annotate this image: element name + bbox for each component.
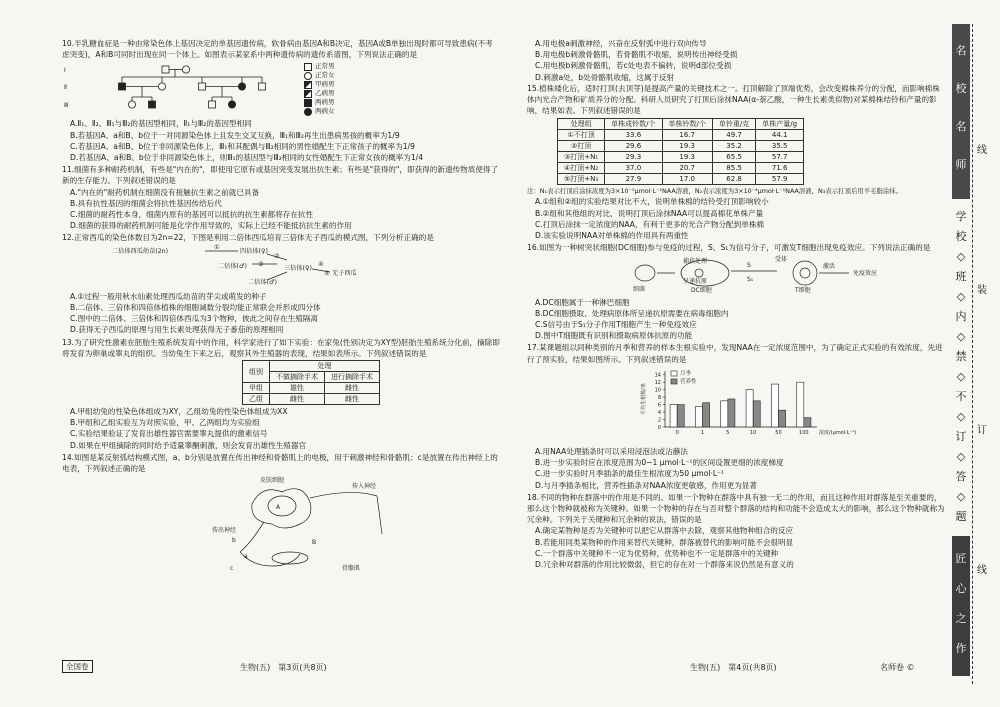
question-10-stem: 10.半乳糖血症是一种由常染色体上基因决定的单基因遗传病，软骨病由基因A和B决定，基因A或B单独出现时都可导致患病(不考虑突变)，A和B可同时出现在同一个体上。如图表示某家系中两种遗传病的遗传系谱图，下列说法正确的是 (62, 39, 493, 60)
left-page-footer: 生物(五) 第3页(共8页) (240, 663, 327, 672)
svg-text:Ⅱ: Ⅱ (64, 84, 67, 92)
right-column (527, 38, 945, 571)
legend-item: 正常男 (304, 62, 335, 71)
pedigree-legend (304, 62, 335, 116)
diagram-label: S₁ (747, 276, 754, 284)
question-11 (62, 164, 500, 231)
sidebar-char: 订 (955, 430, 967, 443)
sidebar-char: 答 (955, 470, 967, 483)
option: B.若能用同类某物种的作用来替代关键种，群落被替代的影响可能不会很明显 (535, 537, 794, 547)
cut-char: 订 (977, 425, 987, 436)
y-tick-label: 6 (657, 402, 661, 409)
svg-text:Ⅰ: Ⅰ (64, 67, 66, 75)
sidebar-char: 之 (955, 612, 967, 625)
bar (702, 403, 709, 427)
legend-item: 甲病男 (304, 80, 335, 89)
question-16-stem: 16.如图为一种树突状细胞(DC细胞)参与免疫的过程，S、S₁为信号分子，可激发T细胞出现免疫效应。下列说法正确的是 (527, 243, 931, 253)
table-row: ③打顶+N₁ 29.3 19.3 65.5 57.7 (558, 152, 804, 163)
binding-sidebar (948, 24, 988, 684)
diagram-label: 受体 (775, 256, 788, 264)
diagram-label: 二倍体西瓜幼苗(2n) (112, 247, 168, 255)
question-15-stem: 15.植株矮化后，适时打顶(去顶芽)是提高产量的关键技术之一。打顶解除了顶端优势，会改变棉株养分的分配，而影响棉株体内光合产物和矿质养分的分配。科研人员研究了打顶后涂抹NAA(α-萘乙酸，一种生长素类似物)对某棉株结铃和产量的影响，结果如表。下列叙述错误的是 (527, 83, 940, 116)
sidebar-char: ◇ (956, 370, 966, 383)
bar (721, 401, 728, 427)
legend-item: 正常女 (304, 71, 335, 80)
legend-item: 两病女 (304, 107, 335, 116)
option: A.DC细胞属于一种淋巴细胞 (535, 297, 630, 307)
option: D.细菌的获得的耐药机制可能是化学作用导致的，实际上已经不能抵抗抗生素的作用 (70, 221, 352, 231)
pedigree-diagram (62, 63, 292, 115)
question-17-stem: 17.某课题组以同种类别的月季和营养的样本生根实验中，发现NAA在一定浓度范围中，为了确定正式实验的有效浓度，先进行了预实验，结果如图所示。下列叙述错误的是 (527, 343, 943, 364)
option: C.实验结果验证了发育出雄性器官需要睾丸提供的激素信号 (70, 429, 268, 439)
option: C.S信号由于S₁分子作用T细胞产生一种免疫效应 (535, 320, 697, 330)
option: C.细菌的耐药性本身，细菌内原有的基因可以抵抗的抗生素都将存在抗性 (70, 210, 314, 220)
option: B.进一步实验时应在浓度范围为0~1 μmol·L⁻¹的区间设置更细的浓度梯度 (535, 458, 784, 468)
brand-mark: 名师卷 © (880, 663, 915, 672)
option: D.该实验说明NAA对单株棉的作用具有两重性 (535, 231, 689, 241)
sidebar-char: 作 (955, 642, 967, 655)
sidebar-char: 校 (955, 230, 967, 243)
rooting-bar-chart (637, 365, 857, 443)
sidebar-char: 心 (955, 582, 967, 595)
both-disease-male-icon (304, 99, 312, 107)
sidebar-char: 名 (955, 120, 967, 133)
dc-cell-diagram (627, 253, 887, 293)
diagram-label: DC细胞 (691, 287, 712, 294)
table-col-header: 不做摘除手术 (270, 372, 325, 383)
option: C.用电极b刺激骨骼肌，若c处电表不偏转，说明d部位受损 (535, 61, 732, 71)
option: B.具有抗性基因的细菌会将抗性基因传给后代 (70, 198, 222, 208)
cut-line (972, 24, 973, 684)
question-11-stem: 11.细菌有多种耐药机制，有些是"内在的"，即使用它原有或基因突变发展出抗生素；有些是"获得的"，即获得的新遗传物质使得了新的生存能力。下列叙述错误的是 (62, 165, 499, 186)
table-row: ②打顶 29.6 19.3 35.2 35.5 (558, 141, 804, 152)
question-13 (62, 337, 500, 451)
sidebar-char: 内 (955, 310, 967, 323)
bar (753, 401, 760, 427)
sidebar-char: 班 (955, 270, 967, 283)
option: C.图中的二倍体、三倍体和四倍体西瓜为3个物种，彼此之间存在生殖隔离 (70, 314, 318, 324)
normal-female-icon (304, 72, 312, 80)
bar (797, 382, 804, 427)
sidebar-char: 师 (955, 158, 967, 171)
diagram-label: 免疫效应 (853, 270, 878, 278)
bar (746, 390, 753, 427)
option: B.甲组和乙组实验互为对照实验，甲、乙两组均为实验组 (70, 418, 260, 428)
watermelon-breeding-diagram (62, 244, 362, 288)
option: A.①组和②组的实验结果对比不大，说明单株棉的结铃受打顶影响较小 (535, 197, 769, 207)
question-13-stem: 13.为了研究性激素在胚胎生殖系统发育中的作用，科学家进行了如下实验：在家兔(性别决定为XY型)胚胎生殖系统分化前，摘除即将发育为卵巢或睾丸的组织。当幼兔生下来之后，观察其外生殖器的表现，结果如表所示。下列叙述错误的是 (62, 337, 500, 358)
option: D.获得无子西瓜的原理与用生长素处理获得无子番茄的原理相同 (70, 325, 284, 335)
diagram-label: 呈递抗原 (683, 278, 708, 286)
bar (778, 410, 785, 427)
sidebar-char: 匠 (955, 552, 967, 565)
left-column (62, 38, 500, 578)
y-tick-label: 4 (657, 409, 661, 416)
table-row: 乙组 雌性 雌性 (243, 394, 380, 405)
question-15 (527, 83, 945, 241)
x-tick-label: 1 (700, 429, 705, 436)
sidebar-char: 校 (955, 82, 967, 95)
disease-a-male-icon (304, 81, 312, 89)
y-tick-label: 14 (654, 372, 661, 379)
legend-item: 乙病男 (304, 89, 335, 98)
question-18 (527, 492, 945, 570)
q13-table (242, 360, 380, 405)
x-tick-label: 50 (775, 429, 782, 436)
bar (695, 406, 702, 427)
bar (804, 418, 811, 427)
table-row: ⑤打顶+N₃ 27.9 17.0 62.8 57.9 (558, 174, 804, 185)
diagram-label: 无子西瓜 (332, 269, 357, 277)
option: D.若基因A、a和B、b位于非同源染色体上，则Ⅲ₁的基因型与Ⅲ₂相同的女性婚配生下正常女孩的概率为1/4 (70, 153, 424, 163)
svg-text:Ⅲ: Ⅲ (64, 102, 69, 110)
option: B.若基因A、a和B、b位于一对同源染色体上且发生交叉互换，Ⅲ₁和Ⅲ₂再生出患病男孩的概率为1/9 (70, 130, 400, 140)
y-tick-label: 8 (657, 394, 661, 401)
table-header-row: 处理组 单株成铃数/个 单株铃数/个 单铃重/克 单株产量/g (558, 119, 804, 130)
option: C.打顶后涂抹一定浓度的NAA，有利于更多的光合产物分配到单株棉 (535, 219, 765, 229)
table-corner: 组别 (243, 361, 270, 383)
option: B.②组和其他组的对比，说明打顶后涂抹NAA可以提高棉花单株产量 (535, 208, 764, 218)
sidebar-char: 不 (955, 390, 967, 403)
question-14-stem: 14.如图是某反射弧结构模式图，a、b分别是放置在传出神经和骨骼肌上的电极，用于刺激神经和骨骼肌；c是放置在传出神经上的电表，下列叙述正确的是 (62, 452, 498, 474)
sidebar-char: 题 (955, 510, 967, 523)
table-head: 处理 (270, 361, 380, 372)
diagram-label: T细胞 (795, 287, 811, 294)
option: A.甲组幼兔的性染色体组成为XY，乙组幼兔的性染色体组成为XX (70, 407, 288, 417)
diagram-label: 细菌 (633, 286, 646, 294)
option: B.DC细胞摄取、处理病原体所呈递抗原需要在病毒细胞内 (535, 308, 729, 318)
y-tick-label: 2 (657, 417, 661, 424)
x-axis-label: 浓度/(μmol·L⁻¹) (819, 429, 857, 436)
diagram-label: ④ (318, 260, 324, 268)
sidebar-char: ◇ (956, 290, 966, 303)
sidebar-char: 学 (955, 210, 967, 223)
diagram-label: 传出神经 (212, 527, 237, 535)
question-18-stem: 18.不同的物种在群落中的作用是不同的。如果一个物种在群落中具有独一无二的作用，而且这种作用对群落是至关重要的，那么这个物种就被称为关键种。如果一个物种的存在与否对整个群落的结构和功能不会造成太大的影响，那么这个物种就称为冗余种。下列关于关键种和冗余种的说法，错误的是 (527, 492, 945, 525)
disease-b-male-icon (304, 90, 312, 98)
option: B.二倍体、三倍体和四倍体植株的细胞减数分裂均能正常联会并形成四分体 (70, 303, 321, 313)
y-tick-label: 10 (654, 387, 661, 394)
legend-item: 两病男 (304, 98, 335, 107)
table-note: 注：N₁表示打顶后涂抹浓度为3×10⁻⁵μmol·L⁻¹NAA溶液，N₂表示浓度为3×10⁻⁴μmol·L⁻¹NAA溶液，N₃表示打顶后用羊毛脂涂抹。 (527, 187, 903, 196)
diagram-label: 传入神经 (352, 483, 377, 491)
right-page-footer: 生物(五) 第4页(共8页) (690, 663, 777, 672)
table-row: 甲组 雄性 雌性 (243, 383, 380, 394)
sidebar-char: ◇ (956, 450, 966, 463)
sidebar-char: 禁 (955, 350, 967, 363)
question-12-stem: 12.正常西瓜的染色体数目为2n=22，下图是利用二倍体西瓜培育三倍体无子西瓜的模式图，下列分析正确的是 (62, 233, 434, 243)
cut-char: 线 (977, 565, 987, 576)
diagram-label: a (244, 553, 248, 561)
option: D.刺激a处，b处骨骼肌收缩，这属于反射 (535, 72, 675, 82)
legend-swatch (671, 379, 677, 384)
diagram-label: 二倍体(♂) (248, 278, 277, 286)
y-axis-label: 平均生根数/条 (641, 383, 647, 415)
pedigree-figure (62, 62, 500, 116)
sidebar-char: 名 (955, 44, 967, 57)
option: B.用电极b刺激骨骼肌，若骨骼肌不收缩，说明传出神经受损 (535, 50, 738, 60)
legend-swatch (671, 371, 677, 376)
option: C.进一步实验时月季插条的最佳生根浓度为50 μmol·L⁻¹ (535, 469, 725, 479)
option: A.用电极a刺激神经，兴奋在反射弧中进行双向传导 (535, 39, 707, 48)
region-badge: 全国卷 (62, 660, 93, 673)
cut-char: 装 (977, 285, 987, 296)
diagram-label: b (232, 537, 236, 545)
table-row: ④打顶+N₂ 37.0 20.7 85.5 71.6 (558, 163, 804, 174)
x-tick-label: 10 (749, 429, 757, 436)
x-tick-label: 0 (675, 429, 679, 436)
question-10 (62, 38, 500, 163)
option: A.确定某物种是否为关键种可以把它从群落中去除，观察其他物种组合的反应 (535, 526, 794, 536)
cut-char: 线 (977, 145, 987, 156)
option: A.①过程一般用秋水仙素处理西瓜幼苗的芽尖或萌发的种子 (70, 291, 267, 301)
option: D.与月季插条相比，营养性插条对NAA浓度更敏感，作用更为显著 (535, 480, 757, 490)
table-row: ①不打顶 33.6 16.7 49.7 44.1 (558, 130, 804, 141)
option: D.如果在甲组摘除的同时给予适量睾酮刺激，则会发育出雄性生殖器官 (70, 440, 307, 450)
diagram-label: ③ (258, 260, 264, 268)
diagram-label: ② (274, 252, 280, 260)
option: A."内在的"耐药机制在细菌没有接触抗生素之前就已具备 (70, 187, 260, 197)
option: D.图中T细胞既有识别和摄取病原体抗原的功能 (535, 331, 693, 341)
diagram-label: 捕获处理 (683, 258, 708, 266)
legend-label: 营养性 (680, 378, 697, 385)
x-tick-label: 5 (726, 429, 730, 436)
bar (670, 404, 677, 426)
option: A.用NAA处理插条时可以采用浸泡法或沾蘸法 (535, 447, 688, 457)
diagram-label: 二倍体(♂) (218, 262, 247, 270)
diagram-label: 骨骼肌 (342, 565, 361, 573)
option: C.若基因A、a和B、b位于非同源染色体上，Ⅲ₁和其配偶与Ⅲ₂相同的男性婚配生下正常孩子的概率为1/9 (70, 141, 415, 151)
question-12 (62, 232, 500, 335)
both-disease-female-icon (304, 108, 312, 116)
diagram-label: B (312, 539, 317, 547)
x-tick-label: 100 (799, 429, 809, 436)
reflex-arc-diagram (192, 474, 412, 574)
question-17 (527, 342, 945, 490)
table-col-header: 进行摘除手术 (325, 372, 380, 383)
sidebar-char: ◇ (956, 490, 966, 503)
sidebar-char: ◇ (956, 330, 966, 343)
sidebar-char: ◇ (956, 410, 966, 423)
diagram-label: S (747, 262, 751, 270)
diagram-label: 激活 (823, 263, 836, 271)
diagram-label: 三倍体(♀) (284, 264, 312, 272)
diagram-label: A (276, 504, 281, 512)
option: C.一个群落中关键种不一定为优势种，优势种也不一定是群落中的关键种 (535, 548, 779, 558)
diagram-label: 皮肤细胞 (260, 477, 285, 485)
y-tick-label: 0 (657, 424, 661, 431)
sidebar-char: ◇ (956, 250, 966, 263)
option: D.冗余种对群落的作用比较微弱，但它的存在对一个群落来说仍然是有意义的 (535, 560, 794, 570)
diagram-label: c (230, 565, 234, 573)
bar (771, 384, 778, 427)
legend-label: 月季 (680, 370, 692, 377)
q15-table (557, 118, 804, 185)
question-14 (62, 452, 500, 578)
bar (728, 399, 735, 427)
diagram-label: ⑤ (324, 269, 330, 277)
option: A.Ⅱ₁、Ⅱ₂、Ⅲ₁与Ⅲ₂的基因型相同，Ⅱ₁与Ⅲ₂的基因型相同 (70, 119, 252, 129)
y-tick-label: 12 (654, 380, 661, 387)
bar (677, 404, 684, 426)
diagram-label: 四倍体(♀) (240, 247, 268, 255)
diagram-label: ① (214, 243, 220, 251)
normal-male-icon (304, 63, 312, 71)
question-16 (527, 242, 945, 341)
